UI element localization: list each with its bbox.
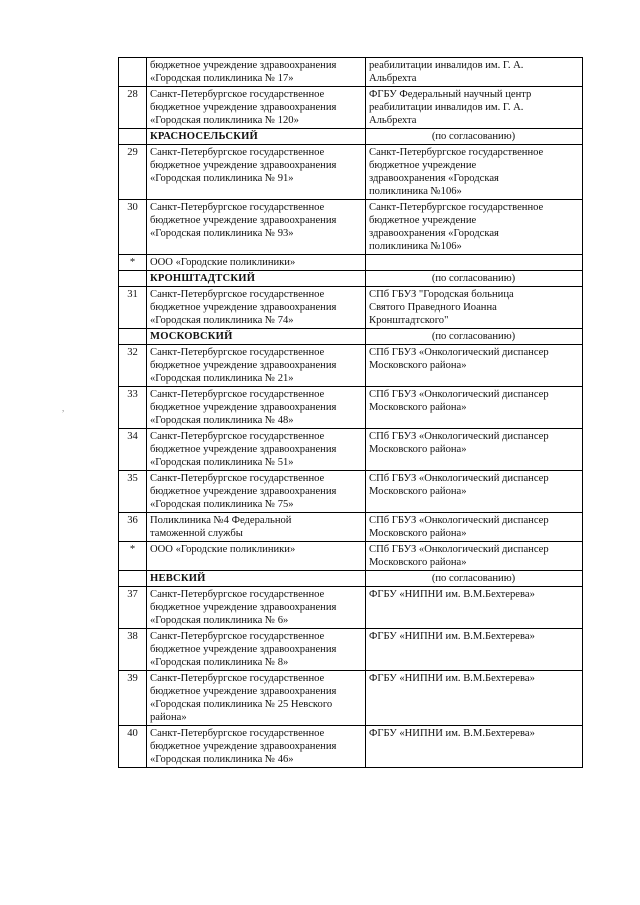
partner-line: СПб ГБУЗ «Онкологический диспансер <box>369 431 549 442</box>
clinic-cell <box>147 471 366 513</box>
clinic-cell <box>147 671 366 726</box>
agreement-note-cell <box>366 571 583 587</box>
row-number-cell <box>119 271 147 287</box>
row-number: 37 <box>127 589 138 600</box>
clinic-line: «Городская поликлиника № 91» <box>150 173 294 184</box>
row-number: 30 <box>127 202 138 213</box>
partner-line: Московского района» <box>369 402 467 413</box>
partner-line: СПб ГБУЗ "Городская больница <box>369 289 514 300</box>
partner-line: Кронштадтского" <box>369 315 449 326</box>
clinic-cell <box>147 58 366 87</box>
clinic-line: «Городская поликлиника № 46» <box>150 754 294 765</box>
row-number-cell <box>119 387 147 429</box>
partner-line: СПб ГБУЗ «Онкологический диспансер <box>369 544 549 555</box>
table-row <box>119 587 583 629</box>
clinic-line: Санкт-Петербургское государственное <box>150 673 325 684</box>
clinic-line: Санкт-Петербургское государственное <box>150 631 325 642</box>
row-number: 32 <box>127 347 138 358</box>
row-number-cell <box>119 629 147 671</box>
partner-institution-cell <box>366 345 583 387</box>
row-number-cell <box>119 129 147 145</box>
clinic-cell <box>147 200 366 255</box>
row-number: 28 <box>127 89 138 100</box>
clinic-cell <box>147 513 366 542</box>
district-name: КРОНШТАДТСКИЙ <box>150 273 256 284</box>
agreement-note: (по согласованию) <box>431 331 516 342</box>
partner-institution-cell <box>366 387 583 429</box>
clinic-line: района» <box>150 712 187 723</box>
table-row <box>119 726 583 768</box>
clinic-line: Санкт-Петербургское государственное <box>150 389 325 400</box>
partner-line: СПб ГБУЗ «Онкологический диспансер <box>369 347 549 358</box>
row-number: * <box>129 257 136 268</box>
table-row <box>119 542 583 571</box>
table-row <box>119 255 583 271</box>
clinic-line: Санкт-Петербургское государственное <box>150 473 325 484</box>
partner-line: Святого Праведного Иоанна <box>369 302 497 313</box>
partner-line: поликлиника №106» <box>369 241 462 252</box>
partner-institution-cell <box>366 671 583 726</box>
clinic-cell <box>147 587 366 629</box>
district-header-row <box>119 129 583 145</box>
clinic-line: Санкт-Петербургское государственное <box>150 202 325 213</box>
row-number-cell <box>119 587 147 629</box>
table-row <box>119 387 583 429</box>
clinic-line: «Городская поликлиника № 48» <box>150 415 294 426</box>
district-header-row <box>119 271 583 287</box>
row-number: 39 <box>127 673 138 684</box>
partner-line: Альбрехта <box>369 115 417 126</box>
clinic-line: бюджетное учреждение здравоохранения <box>150 444 337 455</box>
clinic-line: ООО «Городские поликлиники» <box>150 544 296 555</box>
row-number: 33 <box>127 389 138 400</box>
district-header-row <box>119 329 583 345</box>
partner-line: Московского района» <box>369 486 467 497</box>
row-number: * <box>129 544 136 555</box>
clinic-cell <box>147 345 366 387</box>
partner-line: СПб ГБУЗ «Онкологический диспансер <box>369 473 549 484</box>
partner-line: ФГБУ «НИПНИ им. В.М.Бехтерева» <box>369 673 535 684</box>
partner-line: Московского района» <box>369 444 467 455</box>
clinic-line: «Городская поликлиника № 120» <box>150 115 299 126</box>
row-number-cell <box>119 345 147 387</box>
partner-institution-cell <box>366 87 583 129</box>
partner-line: здравоохранения «Городская <box>369 228 499 239</box>
row-number-cell <box>119 671 147 726</box>
partner-line: Московского района» <box>369 557 467 568</box>
row-number: 38 <box>127 631 138 642</box>
clinic-line: бюджетное учреждение здравоохранения <box>150 644 337 655</box>
table-row <box>119 429 583 471</box>
partner-line: ФГБУ «НИПНИ им. В.М.Бехтерева» <box>369 728 535 739</box>
row-number-cell <box>119 571 147 587</box>
partner-line: ФГБУ «НИПНИ им. В.М.Бехтерева» <box>369 631 535 642</box>
clinic-line: Санкт-Петербургское государственное <box>150 147 325 158</box>
partner-line: Альбрехта <box>369 73 417 84</box>
partner-institution-cell <box>366 542 583 571</box>
partner-institution-cell <box>366 429 583 471</box>
clinic-line: Санкт-Петербургское государственное <box>150 431 325 442</box>
clinic-line: бюджетное учреждение здравоохранения <box>150 402 337 413</box>
partner-line: СПб ГБУЗ «Онкологический диспансер <box>369 389 549 400</box>
clinic-line: бюджетное учреждение здравоохранения <box>150 486 337 497</box>
district-name: МОСКОВСКИЙ <box>150 331 233 342</box>
table-row <box>119 287 583 329</box>
clinic-cell <box>147 255 366 271</box>
table-row <box>119 471 583 513</box>
clinic-line: ООО «Городские поликлиники» <box>150 257 296 268</box>
row-number-cell <box>119 145 147 200</box>
district-header-row <box>119 571 583 587</box>
table-row <box>119 345 583 387</box>
clinic-cell <box>147 629 366 671</box>
clinic-line: бюджетное учреждение здравоохранения <box>150 360 337 371</box>
scan-speck: , <box>62 403 65 413</box>
clinic-line: «Городская поликлиника № 6» <box>150 615 289 626</box>
district-name-cell <box>147 129 366 145</box>
row-number: 31 <box>127 289 138 300</box>
partner-line: бюджетное учреждение <box>369 160 477 171</box>
clinic-line: бюджетное учреждение здравоохранения <box>150 741 337 752</box>
partner-line: Санкт-Петербургское государственное <box>369 202 544 213</box>
row-number-cell <box>119 429 147 471</box>
clinic-cell <box>147 726 366 768</box>
partner-institution-cell <box>366 255 583 271</box>
partner-institution-cell <box>366 58 583 87</box>
partner-institution-cell <box>366 587 583 629</box>
row-number-cell <box>119 726 147 768</box>
partner-line: здравоохранения «Городская <box>369 173 499 184</box>
clinic-line: бюджетное учреждение здравоохранения <box>150 602 337 613</box>
row-number-cell <box>119 542 147 571</box>
row-number: 34 <box>127 431 138 442</box>
clinic-line: «Городская поликлиника № 25 Невского <box>150 699 333 710</box>
clinic-line: Поликлиника №4 Федеральной <box>150 515 292 526</box>
partner-institution-cell <box>366 200 583 255</box>
district-name: КРАСНОСЕЛЬСКИЙ <box>150 131 259 142</box>
row-number: 40 <box>127 728 138 739</box>
district-name-cell <box>147 271 366 287</box>
partner-line: реабилитации инвалидов им. Г. А. <box>369 102 524 113</box>
district-assignment-table <box>118 57 583 768</box>
partner-line: реабилитации инвалидов им. Г. А. <box>369 60 524 71</box>
row-number-cell <box>119 513 147 542</box>
clinic-line: Санкт-Петербургское государственное <box>150 728 325 739</box>
partner-institution-cell <box>366 287 583 329</box>
partner-line: поликлиника №106» <box>369 186 462 197</box>
clinic-line: бюджетное учреждение здравоохранения <box>150 160 337 171</box>
clinic-line: «Городская поликлиника № 74» <box>150 315 294 326</box>
agreement-note-cell <box>366 129 583 145</box>
row-number: 29 <box>127 147 138 158</box>
table-row <box>119 87 583 129</box>
clinic-line: «Городская поликлиника № 8» <box>150 657 289 668</box>
row-number-cell <box>119 87 147 129</box>
clinic-line: таможенной службы <box>150 528 243 539</box>
agreement-note-cell <box>366 329 583 345</box>
clinic-cell <box>147 87 366 129</box>
partner-line: Московского района» <box>369 528 467 539</box>
agreement-note-cell <box>366 271 583 287</box>
row-number-cell <box>119 58 147 87</box>
partner-institution-cell <box>366 145 583 200</box>
row-number-cell <box>119 329 147 345</box>
clinic-line: Санкт-Петербургское государственное <box>150 89 325 100</box>
row-number: 36 <box>127 515 138 526</box>
clinic-line: бюджетное учреждение здравоохранения <box>150 686 337 697</box>
table-row <box>119 200 583 255</box>
row-number-cell <box>119 200 147 255</box>
clinic-line: бюджетное учреждение здравоохранения <box>150 302 337 313</box>
partner-institution-cell <box>366 471 583 513</box>
table-body <box>119 58 583 768</box>
row-number-cell <box>119 255 147 271</box>
agreement-note: (по согласованию) <box>431 273 516 284</box>
agreement-note: (по согласованию) <box>431 573 516 584</box>
clinic-line: «Городская поликлиника № 75» <box>150 499 294 510</box>
clinic-line: Санкт-Петербургское государственное <box>150 589 325 600</box>
partner-line: СПб ГБУЗ «Онкологический диспансер <box>369 515 549 526</box>
clinic-line: «Городская поликлиника № 51» <box>150 457 294 468</box>
district-name-cell <box>147 571 366 587</box>
table-row <box>119 145 583 200</box>
clinic-line: Санкт-Петербургское государственное <box>150 347 325 358</box>
clinic-line: «Городская поликлиника № 17» <box>150 73 294 84</box>
partner-line: Санкт-Петербургское государственное <box>369 147 544 158</box>
clinic-line: бюджетное учреждение здравоохранения <box>150 215 337 226</box>
clinic-cell <box>147 429 366 471</box>
clinic-cell <box>147 387 366 429</box>
agreement-note: (по согласованию) <box>431 131 516 142</box>
clinic-line: бюджетное учреждение здравоохранения <box>150 102 337 113</box>
clinic-line: Санкт-Петербургское государственное <box>150 289 325 300</box>
row-number-cell <box>119 287 147 329</box>
partner-institution-cell <box>366 629 583 671</box>
row-number: 35 <box>127 473 138 484</box>
partner-line: Московского района» <box>369 360 467 371</box>
partner-institution-cell <box>366 726 583 768</box>
partner-line: ФГБУ Федеральный научный центр <box>369 89 532 100</box>
clinic-line: «Городская поликлиника № 93» <box>150 228 294 239</box>
table-row <box>119 58 583 87</box>
partner-line: бюджетное учреждение <box>369 215 477 226</box>
district-name: НЕВСКИЙ <box>150 573 206 584</box>
clinic-line: «Городская поликлиника № 21» <box>150 373 294 384</box>
table-row <box>119 513 583 542</box>
clinic-line: бюджетное учреждение здравоохранения <box>150 60 337 71</box>
clinic-cell <box>147 542 366 571</box>
clinic-cell <box>147 287 366 329</box>
clinic-cell <box>147 145 366 200</box>
partner-line: ФГБУ «НИПНИ им. В.М.Бехтерева» <box>369 589 535 600</box>
table-row <box>119 671 583 726</box>
partner-institution-cell <box>366 513 583 542</box>
district-name-cell <box>147 329 366 345</box>
table-row <box>119 629 583 671</box>
row-number-cell <box>119 471 147 513</box>
